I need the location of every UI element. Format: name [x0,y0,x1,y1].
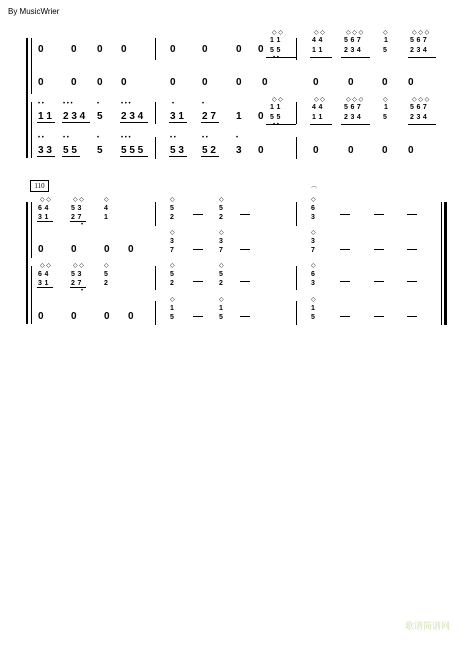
beam [120,122,148,123]
note: 0 [258,111,264,122]
note: 2 [219,214,224,221]
note: 1 1 [312,47,323,54]
note: 3 3 [38,145,52,156]
note: 0 [71,44,77,55]
note-mark: • • • [121,135,131,141]
note: 3 [311,238,316,245]
beam [341,57,370,58]
beam [408,124,436,125]
note-mark: ◇ ◇ [272,97,283,103]
note: 5 6 7 [410,37,428,44]
barline [155,301,156,325]
note: 0 [258,44,264,55]
system-brace [31,266,32,324]
note-mark: ◇ [104,197,109,203]
beam [169,122,187,123]
note: 1 [170,305,175,312]
note-mark: ◇ [104,263,109,269]
note: 0 [382,145,388,156]
note-mark: • • • [63,101,73,107]
note: 5 6 7 [410,104,428,111]
note-mark: ⌒ [311,188,318,194]
note: 2 7 [71,214,82,221]
note: — [407,209,417,220]
note: 5 6 7 [344,37,362,44]
note-mark: • [97,101,100,107]
note: 2 3 4 [410,47,428,54]
note: 2 [104,280,109,287]
note: 0 [236,44,242,55]
note: 5 [383,114,388,121]
note: 2 7 [71,280,82,287]
note: 0 [97,44,103,55]
note-mark: • • [202,135,208,141]
note: 5 [170,271,175,278]
barline [296,202,297,226]
note: 0 [38,311,44,322]
note: 0 [348,145,354,156]
note-mark: ◇ [219,197,224,203]
note-mark: ◇ [170,230,175,236]
barline [296,137,297,159]
note: 6 4 [38,205,49,212]
system-bracket [26,202,28,324]
beam [201,122,219,123]
note-mark: • [97,135,100,141]
beam [266,57,296,58]
note: 5 5 [270,114,281,121]
barline [296,301,297,325]
note: 0 [258,145,264,156]
note: 0 [71,311,77,322]
note: 6 4 [38,271,49,278]
note-mark: ◇ ◇ ◇ [346,97,364,103]
note: 0 [97,77,103,88]
beam [266,124,296,125]
note: 5 [97,145,103,156]
barline [155,202,156,226]
note: 0 [202,77,208,88]
note-mark: ◇ ◇ [272,30,283,36]
barline [155,102,156,124]
note: 5 5 [270,47,281,54]
note-mark: ◇ ◇ ◇ [346,30,364,36]
note-mark: • [81,288,84,294]
system-brace [31,38,32,94]
note: 0 [38,44,44,55]
beam [62,156,80,157]
note: 2 3 4 [410,114,428,121]
note: 3 1 [38,214,49,221]
beam [37,287,53,288]
barline [155,266,156,290]
note: 3 1 [170,111,184,122]
system-brace [31,202,32,258]
beam [310,124,332,125]
note: 0 [262,77,268,88]
note-mark: ◇ ◇ [314,30,325,36]
final-barline-thin [441,202,442,325]
note: 2 3 4 [121,111,144,122]
note: 5 [97,111,103,122]
note: 2 [219,280,224,287]
note-mark: ◇ [219,297,224,303]
note: — [374,244,384,255]
note-mark: ◇ ◇ [314,97,325,103]
beam [120,156,148,157]
note: — [193,244,203,255]
note: 0 [313,145,319,156]
note: 0 [408,145,414,156]
beam [201,156,219,157]
note-mark: ◇ ◇ [40,197,51,203]
note: 0 [408,77,414,88]
note-mark: ◇ [383,97,388,103]
note-mark: • • • [121,101,131,107]
note-mark: ◇ [170,197,175,203]
note: 0 [104,311,110,322]
note-mark: ◇ [219,263,224,269]
note: — [193,311,203,322]
note: 5 [383,47,388,54]
note: — [407,276,417,287]
note-mark: ◇ [311,197,316,203]
note: — [340,311,350,322]
note-mark: • • [38,135,44,141]
note: 5 [170,205,175,212]
note: 1 [311,305,316,312]
note-mark: ◇ [170,297,175,303]
note: 5 [104,271,109,278]
note: 3 1 [38,280,49,287]
note: 0 [202,44,208,55]
note: — [193,209,203,220]
final-barline-thick [444,202,447,325]
beam [341,124,370,125]
beam [70,287,86,288]
note: — [407,311,417,322]
note: 1 1 [270,37,281,44]
note: 0 [128,311,134,322]
note: — [340,244,350,255]
note: — [374,276,384,287]
note: 1 [384,37,389,44]
note-mark: • [172,101,175,107]
note-mark: ◇ [170,263,175,269]
note: 0 [128,244,134,255]
note: — [240,244,250,255]
note: 0 [38,77,44,88]
beam [408,57,436,58]
note: — [374,209,384,220]
note: 1 1 [270,104,281,111]
note-mark: ◇ ◇ [73,197,84,203]
note: 4 4 [312,37,323,44]
note: 1 [236,111,242,122]
note: 0 [313,77,319,88]
note: 5 [219,205,224,212]
note: 7 [311,247,316,254]
note-mark: • • [273,122,279,128]
note-mark: ◇ [383,30,388,36]
note: 2 7 [202,111,216,122]
note: 1 [104,214,109,221]
note: 5 5 5 [121,145,144,156]
note-mark: ◇ [311,297,316,303]
note-mark: • • [273,55,279,61]
note: 1 1 [38,111,52,122]
barline [296,266,297,290]
note: — [374,311,384,322]
note: 0 [170,44,176,55]
note: 1 [219,305,224,312]
note: 1 [384,104,389,111]
barline [155,137,156,159]
note: 5 [219,314,224,321]
note-mark: ◇ ◇ ◇ [412,97,430,103]
note: 0 [38,244,44,255]
note: 3 [170,238,175,245]
note: 2 3 4 [344,114,362,121]
note: 2 [170,214,175,221]
note-mark: • • [170,135,176,141]
note: — [340,209,350,220]
note-mark: • [202,101,205,107]
note: 0 [348,77,354,88]
note: 0 [170,77,176,88]
note: 5 3 [71,205,82,212]
measure-number: 110 [30,180,49,192]
beam [37,122,55,123]
note: 3 [311,280,316,287]
beam [37,221,53,222]
system-brace [31,102,32,158]
system-bracket [26,38,28,158]
beam [70,221,86,222]
note-mark: ◇ ◇ ◇ [412,30,430,36]
barline [296,102,297,124]
note: 3 [311,214,316,221]
note: 0 [71,244,77,255]
note: 5 3 [71,271,82,278]
beam [310,57,332,58]
note-mark: ◇ ◇ [40,263,51,269]
note: 5 5 [63,145,77,156]
note: — [407,244,417,255]
barline [296,38,297,60]
note: 2 3 4 [344,47,362,54]
note: 0 [121,44,127,55]
note: 5 2 [202,145,216,156]
note: — [340,276,350,287]
note: 5 [219,271,224,278]
note: 2 3 4 [63,111,86,122]
note: 5 3 [170,145,184,156]
note-mark: • [236,135,239,141]
note-mark: • • [63,135,69,141]
note: 5 [311,314,316,321]
note: 3 [219,238,224,245]
note-mark: • • [38,101,44,107]
note-mark: • [81,222,84,228]
note: 1 1 [312,114,323,121]
watermark: 歌谱简谱网 [404,621,450,631]
note: — [193,276,203,287]
beam [169,156,187,157]
note: 0 [121,77,127,88]
beam [37,156,55,157]
barline [155,38,156,60]
note-mark: ◇ [219,230,224,236]
note: 0 [382,77,388,88]
note: 5 [170,314,175,321]
note: 0 [236,77,242,88]
beam [62,122,90,123]
note: 6 [311,271,316,278]
note: 4 4 [312,104,323,111]
note: 6 [311,205,316,212]
score-credit: By MusicWrier [8,7,60,16]
note: 0 [104,244,110,255]
note-mark: ◇ ◇ [73,263,84,269]
note: — [240,276,250,287]
note-mark: ◇ [311,230,316,236]
note: 3 [236,145,242,156]
note: 0 [71,77,77,88]
note-mark: ◇ [311,263,316,269]
note: 2 [170,280,175,287]
note: — [240,209,250,220]
note: 7 [170,247,175,254]
note: 7 [219,247,224,254]
note: — [240,311,250,322]
note: 5 6 7 [344,104,362,111]
note: 4 [104,205,109,212]
